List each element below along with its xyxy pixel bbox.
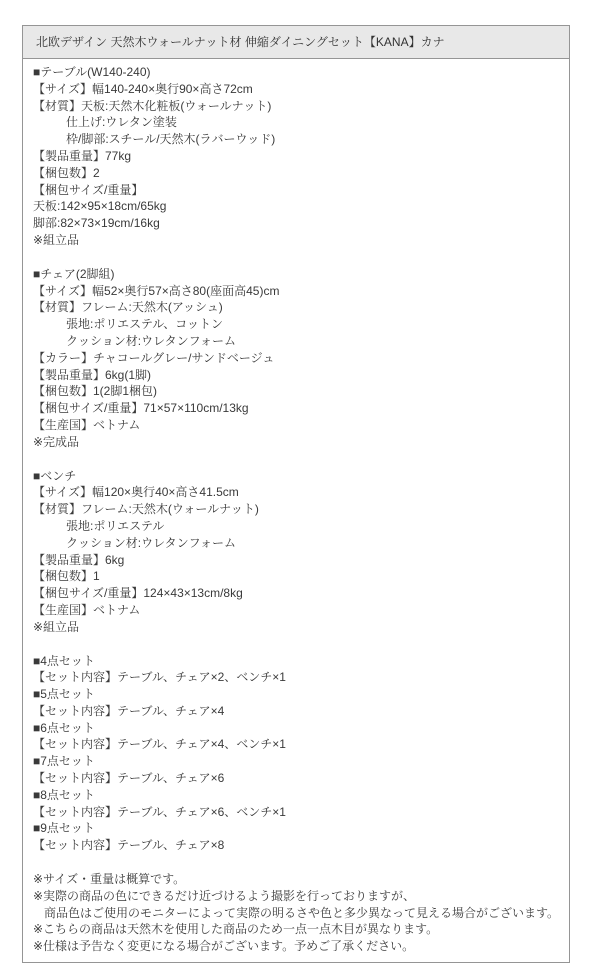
spec-line: ※仕様は予告なく変更になる場合がございます。予めご了承ください。 xyxy=(33,939,415,954)
spec-line: ※組立品 xyxy=(33,619,80,634)
product-spec-box xyxy=(22,25,570,963)
spec-line: 仕上げ:ウレタン塗装 xyxy=(66,115,177,130)
product-title-bar xyxy=(23,26,569,59)
spec-line: 【サイズ】幅120×奥行40×高さ41.5cm xyxy=(33,485,239,500)
spec-line: 【材質】フレーム:天然木(アッシュ) xyxy=(33,300,223,315)
spec-line: ■9点セット xyxy=(33,821,95,836)
spec-line: ※実際の商品の色にできるだけ近づけるよう撮影を行っておりますが、 xyxy=(33,888,416,903)
spec-line: クッション材:ウレタンフォーム xyxy=(66,535,237,550)
spec-line: ※こちらの商品は天然木を使用した商品のため一点一点木目が異なります。 xyxy=(33,922,439,937)
spec-line: ■7点セット xyxy=(33,754,95,769)
spec-line: 【材質】フレーム:天然木(ウォールナット) xyxy=(33,502,259,517)
spec-line: ■テーブル(W140-240) xyxy=(33,65,151,79)
spec-line: 【梱包数】1(2脚1梱包) xyxy=(33,384,158,399)
spec-line: ■5点セット xyxy=(33,687,95,702)
spec-line: 【セット内容】テーブル、チェア×2、ベンチ×1 xyxy=(33,670,286,685)
spec-line: ■8点セット xyxy=(33,787,95,802)
section-table xyxy=(33,64,559,249)
spec-line: ※完成品 xyxy=(33,434,80,449)
spec-line: 【梱包サイズ/重量】124×43×13cm/8kg xyxy=(33,586,243,601)
spec-line: 【梱包数】2 xyxy=(33,165,100,180)
spec-line: ■4点セット xyxy=(33,653,95,668)
spec-body xyxy=(23,59,569,962)
spec-line: 【セット内容】テーブル、チェア×6 xyxy=(33,771,225,786)
spec-line: 脚部:82×73×19cm/16kg xyxy=(33,216,160,231)
section-sets xyxy=(33,653,559,855)
section-chair xyxy=(33,266,559,451)
section-bench xyxy=(33,468,559,636)
spec-line: 張地:ポリエステル、コットン xyxy=(66,317,224,332)
spec-line: 張地:ポリエステル xyxy=(66,518,165,533)
spec-line: 【カラー】チャコールグレー/サンドベージュ xyxy=(33,350,275,365)
spec-line: 【セット内容】テーブル、チェア×4、ベンチ×1 xyxy=(33,737,286,752)
spec-line: 【梱包サイズ/重量】 xyxy=(33,182,144,197)
spec-line: ※組立品 xyxy=(33,232,80,247)
spec-line: 【生産国】ベトナム xyxy=(33,602,141,617)
spec-line: ※サイズ・重量は概算です。 xyxy=(33,872,186,887)
spec-line: 【製品重量】6kg(1脚) xyxy=(33,367,152,382)
spec-line: 【製品重量】6kg xyxy=(33,552,125,567)
product-title: 北欧デザイン 天然木ウォールナット材 伸縮ダイニングセット【KANA】カナ xyxy=(36,35,445,49)
section-notes xyxy=(33,871,559,955)
spec-line: クッション材:ウレタンフォーム xyxy=(66,333,237,348)
spec-line: 【セット内容】テーブル、チェア×6、ベンチ×1 xyxy=(33,804,286,819)
spec-line: ■6点セット xyxy=(33,720,95,735)
spec-line: 【セット内容】テーブル、チェア×4 xyxy=(33,703,225,718)
spec-line: 商品色はご使用のモニターによって実際の明るさや色と多少異なって見える場合がございます。 xyxy=(44,905,559,920)
spec-line: ■ベンチ xyxy=(33,468,77,483)
spec-line: 【材質】天板:天然木化粧板(ウォールナット) xyxy=(33,98,272,113)
spec-line: ■チェア(2脚組) xyxy=(33,266,115,281)
spec-line: 天板:142×95×18cm/65kg xyxy=(33,199,167,214)
spec-line: 【セット内容】テーブル、チェア×8 xyxy=(33,838,225,853)
spec-line: 【生産国】ベトナム xyxy=(33,417,141,432)
spec-line: 【梱包サイズ/重量】71×57×110cm/13kg xyxy=(33,401,249,416)
spec-line: 【サイズ】幅52×奥行57×高さ80(座面高45)cm xyxy=(33,283,280,298)
spec-line: 【サイズ】幅140-240×奥行90×高さ72cm xyxy=(33,81,253,96)
spec-line: 【梱包数】1 xyxy=(33,569,100,584)
spec-line: 【製品重量】77kg xyxy=(33,148,132,163)
spec-line: 枠/脚部:スチール/天然木(ラバーウッド) xyxy=(66,132,276,147)
